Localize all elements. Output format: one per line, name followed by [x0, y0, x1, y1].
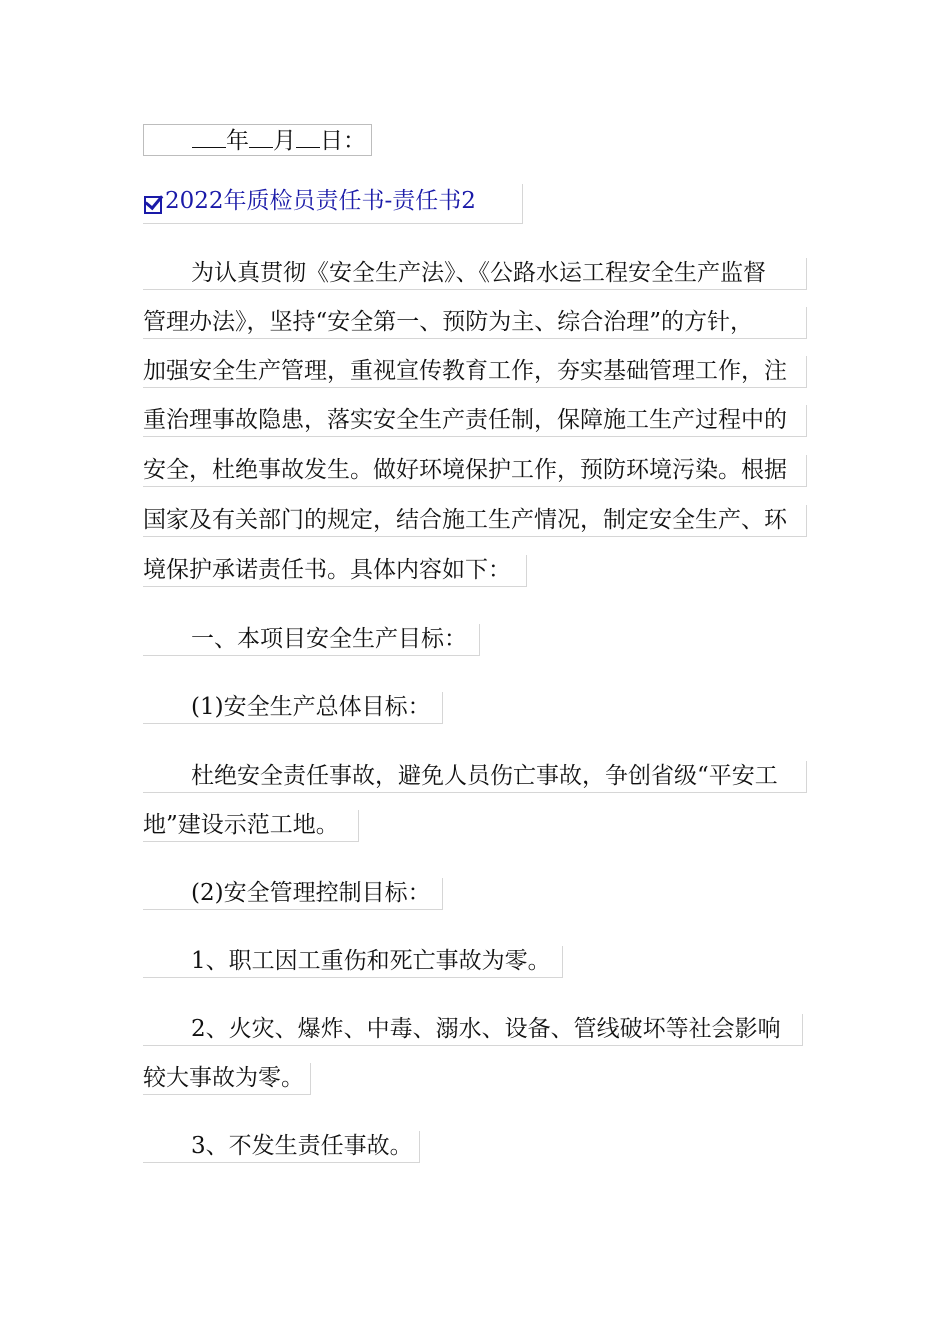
- paragraph-line: 管理办法》，坚持“安全第一、预防为主、综合治理”的方针，: [143, 307, 807, 339]
- list-item: 2、火灾、爆炸、中毒、溺水、设备、管线破坏等社会影响: [143, 1014, 803, 1046]
- sub-heading: (2)安全管理控制目标：: [143, 878, 443, 910]
- paragraph-line: 杜绝安全责任事故，避免人员伤亡事故，争创省级“平安工: [143, 761, 807, 793]
- year-blank[interactable]: [192, 125, 226, 148]
- year-label: 年: [226, 128, 249, 154]
- paragraph-line: 为认真贯彻《安全生产法》、《公路水运工程安全生产监督: [143, 258, 807, 290]
- paragraph-line: 加强安全生产管理，重视宣传教育工作，夯实基础管理工作，注: [143, 356, 807, 388]
- paragraph-line: 地”建设示范工地。: [143, 810, 359, 842]
- date-line: [143, 124, 372, 156]
- month-blank[interactable]: [249, 125, 273, 148]
- day-blank[interactable]: [296, 125, 320, 148]
- paragraph-line: 境保护承诺责任书。具体内容如下：: [143, 555, 527, 587]
- section-heading: 一、本项目安全生产目标：: [143, 624, 480, 656]
- paragraph-line: 安全，杜绝事故发生。做好环境保护工作，预防环境污染。根据: [143, 455, 807, 487]
- month-label: 月: [273, 128, 296, 154]
- list-item-continued: 较大事故为零。: [143, 1063, 311, 1095]
- paragraph-line: 国家及有关部门的规定，结合施工生产情况，制定安全生产、环: [143, 505, 807, 537]
- page-title: 2022年质检员责任书-责任书2: [143, 184, 523, 224]
- paragraph-line: 重治理事故隐患，落实安全生产责任制，保障施工生产过程中的: [143, 405, 807, 437]
- sub-heading: (1)安全生产总体目标：: [143, 692, 443, 724]
- list-item: 1、职工因工重伤和死亡事故为零。: [143, 946, 563, 978]
- list-item: 3、不发生责任事故。: [143, 1131, 420, 1163]
- day-label: 日：: [320, 128, 366, 154]
